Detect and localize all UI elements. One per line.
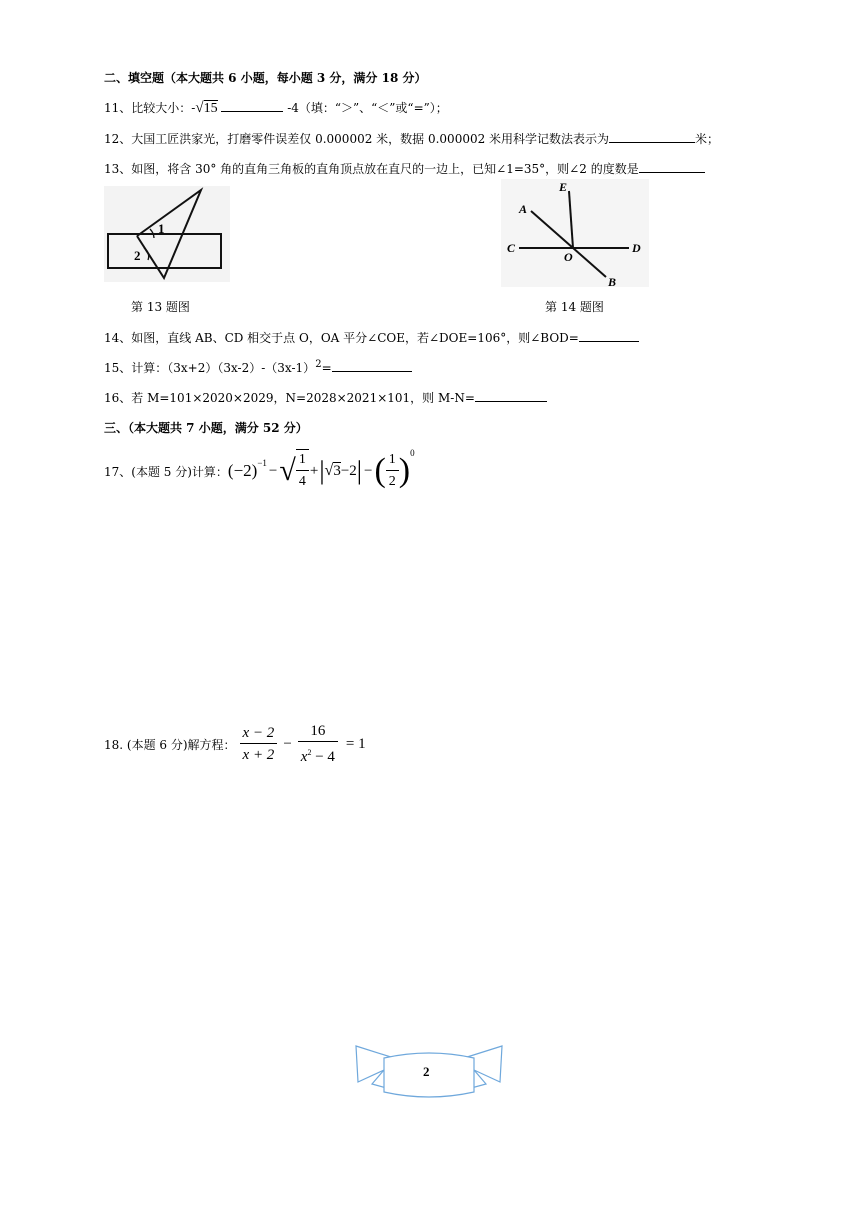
abs-bar-right: | [356,456,362,485]
question-14 [104,329,639,346]
q17-root-three: 3 [333,463,341,479]
answer-blank-16[interactable] [475,389,547,402]
section-heading-solve: 三、（本大题共 7 小题，满分 52 分） [104,421,308,435]
answer-blank-13[interactable] [639,160,705,173]
q15-exponent: 2 [315,359,322,370]
q18-f2-den-exp: 2 [307,747,312,757]
q18-f1-num: x − 2 [240,723,278,744]
q11-prefix: 11、比较大小：- [104,101,196,115]
question-16 [104,389,547,406]
q18-minus: − [283,735,292,752]
point-label-b: B [608,275,617,287]
ruler-triangle-diagram [104,186,230,282]
q17-exp2: 0 [410,448,415,458]
q18-f2-den-rest: − 4 [311,748,335,765]
q18-equals-one: = 1 [345,735,366,752]
q16-text: 16、若 M=101×2020×2029，N=2028×2021×101，则 M-N= [104,391,475,405]
q17-frac2-den: 2 [388,473,396,489]
answer-blank-14[interactable] [579,329,639,342]
angle-label-2: 2 [134,248,141,263]
q15-equals: = [321,361,332,375]
q18-f1-den: x + 2 [242,746,275,763]
abs-bar-left: | [319,456,325,485]
paren-left: ( [374,452,386,489]
q17-plus: + [309,462,319,479]
q11-radicand: 15 [203,101,218,116]
figure-13-caption: 第 13 题图 [131,300,190,314]
q17-minus2: − [364,462,373,479]
q17-frac1-num: 1 [296,450,309,471]
q13-text: 13、如图，将含 30° 角的直角三角板的直角顶点放在直尺的一边上，已知∠1=35°，则∠2 的度数是 [104,162,639,176]
q12-prefix: 12、大国工匠洪家光，打磨零件误差仅 0.000002 米，数据 0.000002 米用科学记数法表示为 [104,132,610,146]
q14-text: 14、如图，直线 AB、CD 相交于点 O，OA 平分∠COE，若∠DOE=106°，则∠BOD= [104,331,579,345]
q12-suffix: 米； [695,132,720,146]
answer-blank-15[interactable] [332,359,412,372]
question-11 [104,99,448,117]
answer-blank-12[interactable] [609,130,695,143]
q18-fraction-2 [298,721,338,768]
question-17 [104,445,415,497]
point-label-o: O [564,250,573,264]
q15-text: 15、计算：（3x+2）（3x-2）-（3x-1） [104,361,316,375]
q17-prefix: 17、(本题 5 分)计算： [104,464,228,479]
q17-minus1: − [268,462,278,479]
q17-frac2-num: 1 [386,450,399,471]
figure-14 [501,179,649,287]
q17-base: (−2) [227,461,258,480]
page-number-ribbon [354,1044,504,1100]
intersecting-lines-diagram [501,179,649,287]
big-sqrt-symbol: √ [279,454,296,487]
section-heading-fill-in: 二、填空题（本大题共 6 小题，每小题 3 分，满分 18 分） [104,71,427,85]
answer-blank-11[interactable] [221,99,283,112]
q11-suffix: -4（填：“＞”、“＜”或“=”）； [283,101,448,115]
angle-label-1: 1 [158,221,165,236]
question-12 [104,130,719,147]
point-label-c: C [507,241,516,255]
question-13 [104,160,705,177]
page-number: 2 [423,1064,430,1079]
figure-13 [104,186,230,282]
sqrt-symbol: √ [195,100,204,116]
figure-14-caption: 第 14 题图 [545,300,604,314]
q18-f2-den-var: x [300,748,308,765]
q17-fraction-one-half [386,450,399,493]
q18-f2-num: 16 [298,721,338,742]
q18-prefix: 18. (本题 6 分)解方程： [104,737,236,752]
question-18 [104,720,366,768]
q18-fraction-1 [240,723,278,766]
point-label-d: D [632,241,641,255]
q17-abs-rest: −2 [340,462,357,479]
q17-exp1: −1 [257,458,267,468]
q17-frac1-den: 4 [298,474,306,489]
question-15 [104,359,412,376]
point-label-a: A [519,202,528,216]
q17-fraction-one-quarter [296,449,309,493]
paren-right: ) [398,452,411,489]
point-label-e: E [559,180,568,194]
small-sqrt-symbol: √ [324,462,334,479]
